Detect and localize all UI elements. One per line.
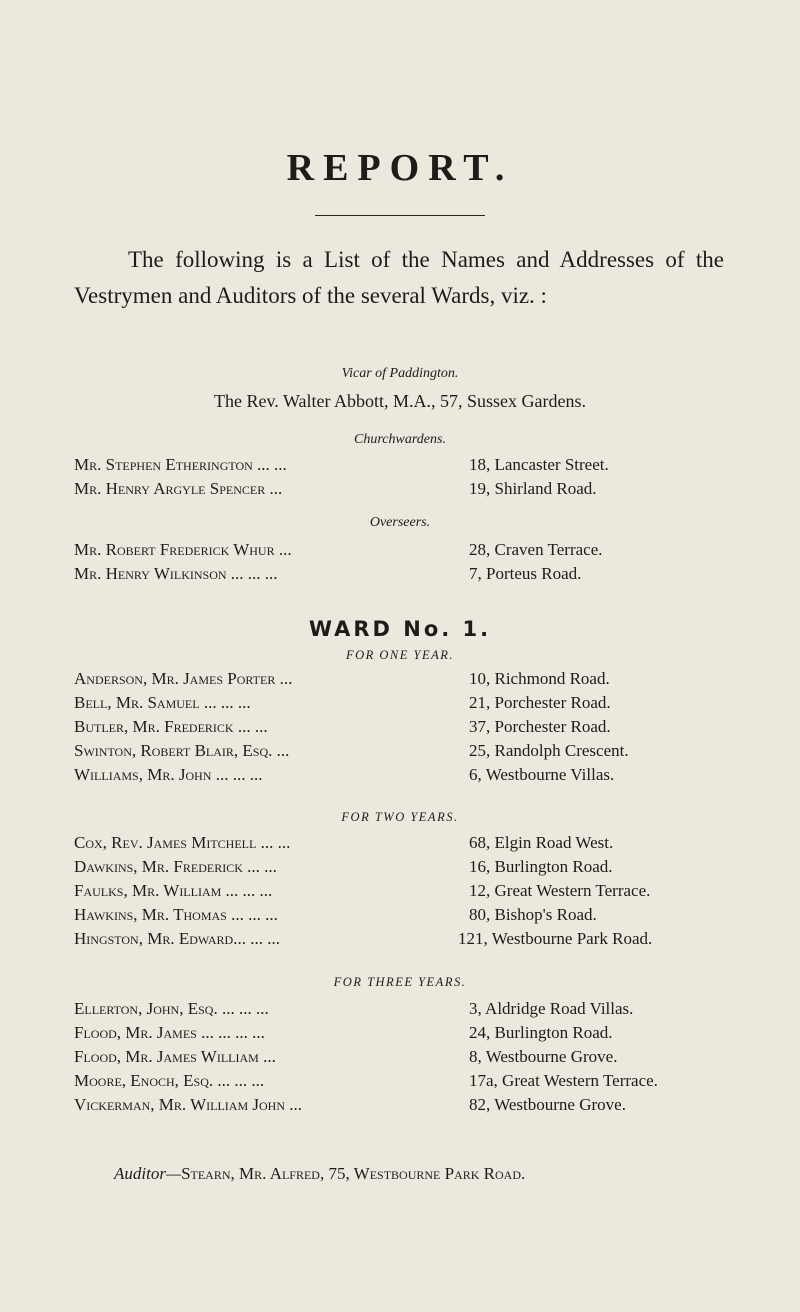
entry-name: Cox, Rev. James Mitchell ... ...: [74, 833, 291, 852]
entry-address: 24, Burlington Road.: [469, 1023, 613, 1042]
table-row: [74, 833, 724, 857]
table-row: [74, 1095, 724, 1119]
entry-address: 16, Burlington Road.: [469, 857, 613, 876]
overseers-heading: Overseers.: [369, 515, 431, 530]
auditor-entry: Stearn, Mr. Alfred, 75, Westbourne Park Road.: [181, 1164, 526, 1183]
table-row: [74, 1023, 724, 1047]
table-row: [74, 905, 724, 929]
entry-address: 8, Westbourne Grove.: [469, 1047, 618, 1066]
vicar-heading: Vicar of Paddington.: [341, 366, 459, 381]
entry-name: Butler, Mr. Frederick ... ...: [74, 717, 268, 736]
entry-address: 80, Bishop's Road.: [469, 905, 597, 924]
entry-address: 3, Aldridge Road Villas.: [469, 999, 634, 1018]
ward-heading: WARD No. 1.: [308, 617, 492, 641]
overseer-row: [74, 564, 724, 588]
entry-name: Dawkins, Mr. Frederick ... ...: [74, 857, 277, 876]
table-row: [74, 669, 724, 693]
entry-name: Flood, Mr. James William ...: [74, 1047, 276, 1066]
entry-name: Mr. Henry Wilkinson ... ... ...: [74, 564, 278, 583]
entry-address: 12, Great Western Terrace.: [469, 881, 651, 900]
entry-name: Mr. Henry Argyle Spencer ...: [74, 479, 283, 498]
entry-address: 21, Porchester Road.: [469, 693, 611, 712]
table-row: [74, 929, 724, 953]
table-row: [74, 1071, 724, 1095]
entry-address: 37, Porchester Road.: [469, 717, 611, 736]
auditor-label: Auditor—: [114, 1164, 182, 1183]
entry-address: 19, Shirland Road.: [469, 479, 597, 498]
churchwarden-row: [74, 479, 724, 503]
two-years-heading: FOR TWO YEARS.: [341, 810, 459, 824]
entry-address: 7, Porteus Road.: [469, 564, 582, 583]
entry-name: Hingston, Mr. Edward... ... ...: [74, 929, 280, 948]
table-row: [74, 857, 724, 881]
entry-name: Mr. Stephen Etherington ... ...: [74, 455, 287, 474]
vicar-entry: The Rev. Walter Abbott, M.A., 57, Sussex Gardens.: [213, 391, 586, 411]
one-year-heading: FOR ONE YEAR.: [345, 648, 455, 662]
entry-address: 17a, Great Western Terrace.: [469, 1071, 658, 1090]
entry-address: 6, Westbourne Villas.: [469, 765, 615, 784]
table-row: [74, 999, 724, 1023]
three-years-heading: FOR THREE YEARS.: [333, 975, 467, 989]
intro-paragraph: The following is a List of the Names and Addresses of the Vestrymen and Auditors of the several Wards, viz. :: [74, 247, 724, 308]
table-row: [74, 693, 724, 717]
title-rule: [315, 215, 485, 216]
entry-name: Anderson, Mr. James Porter ...: [74, 669, 293, 688]
entry-name: Vickerman, Mr. William John ...: [74, 1095, 302, 1114]
entry-name: Mr. Robert Frederick Whur ...: [74, 540, 292, 559]
entry-address: 25, Randolph Crescent.: [469, 741, 629, 760]
entry-address: 68, Elgin Road West.: [469, 833, 614, 852]
entry-name: Moore, Enoch, Esq. ... ... ...: [74, 1071, 265, 1090]
entry-address: 121, Westbourne Park Road.: [458, 929, 653, 948]
auditor-line: [114, 1164, 525, 1184]
table-row: [74, 1047, 724, 1071]
churchwarden-row: [74, 455, 724, 479]
entry-name: Ellerton, John, Esq. ... ... ...: [74, 999, 269, 1018]
report-title: REPORT.: [286, 147, 514, 189]
overseer-row: [74, 540, 724, 564]
table-row: [74, 741, 724, 765]
entry-name: Hawkins, Mr. Thomas ... ... ...: [74, 905, 278, 924]
entry-name: Bell, Mr. Samuel ... ... ...: [74, 693, 251, 712]
entry-address: 28, Craven Terrace.: [469, 540, 603, 559]
table-row: [74, 765, 724, 789]
table-row: [74, 881, 724, 905]
churchwardens-heading: Churchwardens.: [354, 432, 446, 447]
entry-name: Flood, Mr. James ... ... ... ...: [74, 1023, 265, 1042]
entry-address: 18, Lancaster Street.: [469, 455, 609, 474]
entry-name: Faulks, Mr. William ... ... ...: [74, 881, 273, 900]
entry-name: Swinton, Robert Blair, Esq. ...: [74, 741, 290, 760]
entry-name: Williams, Mr. John ... ... ...: [74, 765, 263, 784]
entry-address: 82, Westbourne Grove.: [469, 1095, 626, 1114]
table-row: [74, 717, 724, 741]
entry-address: 10, Richmond Road.: [469, 669, 610, 688]
